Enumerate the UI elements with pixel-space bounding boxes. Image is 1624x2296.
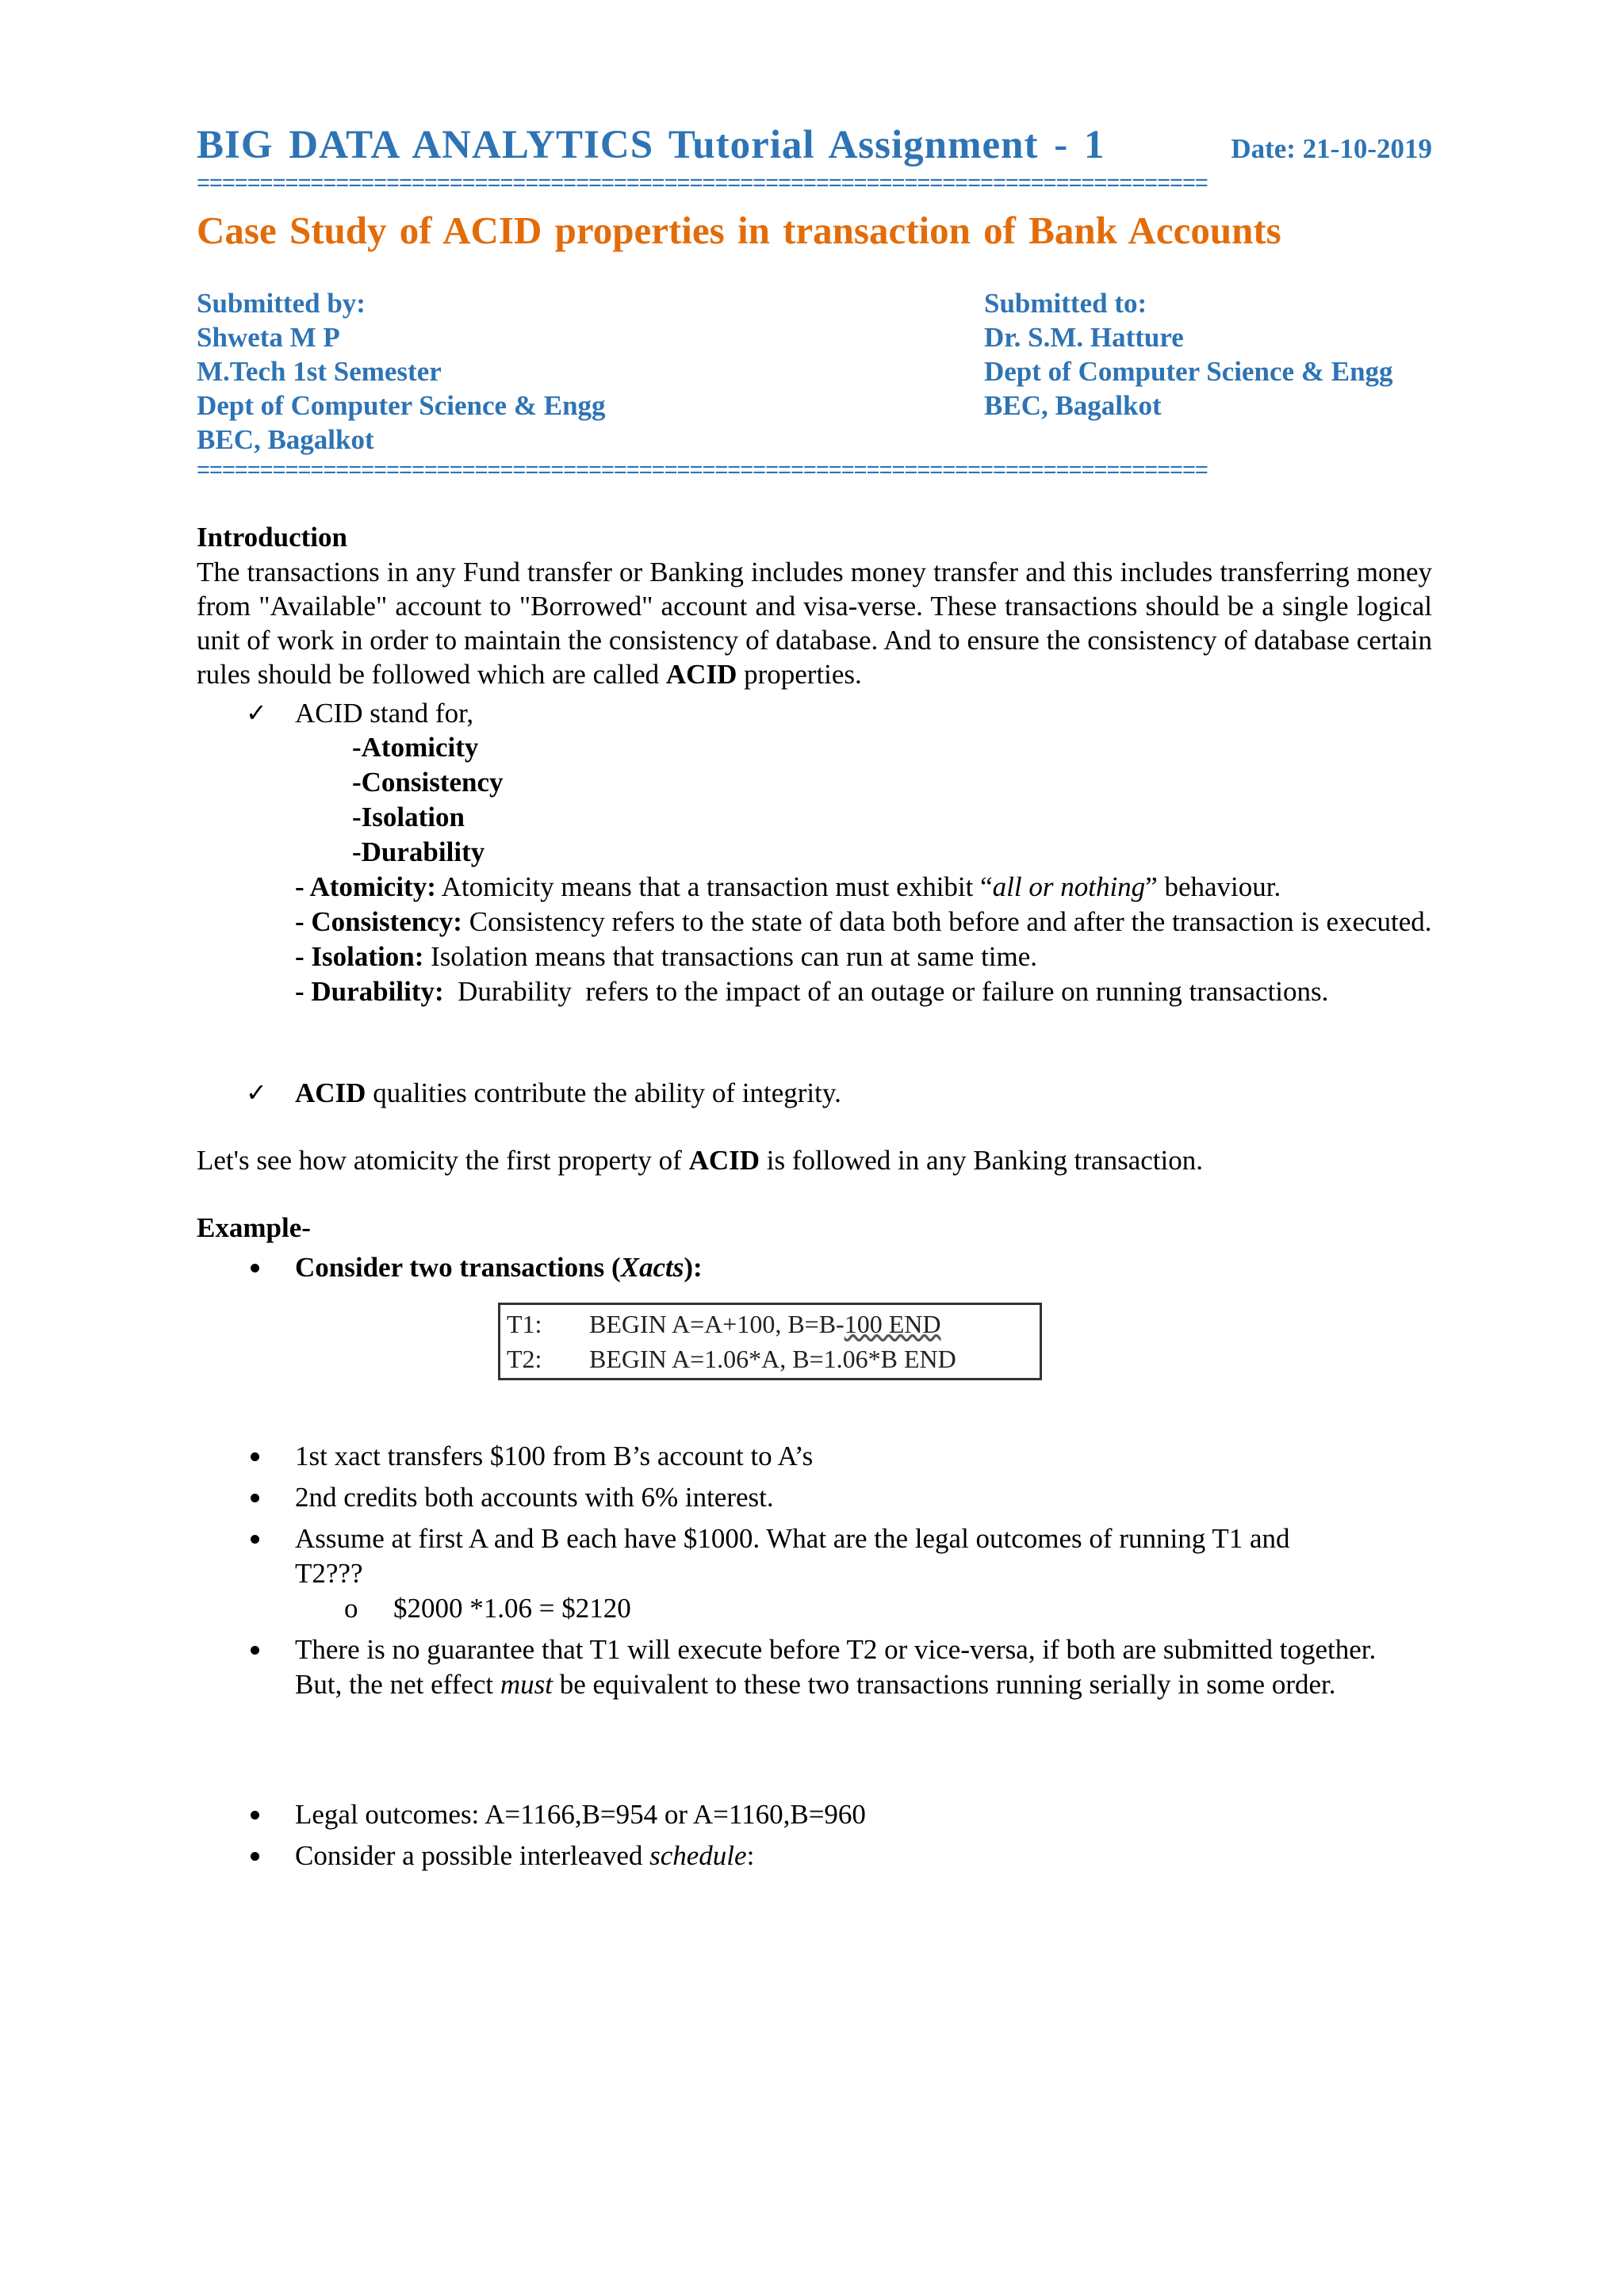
circle-bullet-icon: o — [344, 1593, 358, 1624]
bullet-dot-icon — [251, 1535, 259, 1544]
bullet-dot-icon — [251, 1646, 259, 1655]
submitter-college: BEC, Bagalkot — [197, 424, 374, 455]
bullet-text: Assume at first A and B each have $1000. What are the legal outcomes of running T1 and T2??? — [295, 1523, 1290, 1589]
recipient-name: Dr. S.M. Hatture — [984, 322, 1184, 353]
transaction-row-t2 — [507, 1341, 1033, 1376]
submitted-by-label: Submitted by: — [197, 288, 366, 319]
acid-list — [197, 730, 1432, 870]
example-heading: Example- — [197, 1212, 311, 1243]
list-item — [295, 1250, 1432, 1285]
document-page — [197, 119, 1432, 1880]
definition-italic: all or nothing — [992, 871, 1146, 902]
definition-text: Isolation means that transactions can run at same time. — [423, 941, 1038, 972]
acid-list-item: -Atomicity — [352, 732, 479, 763]
intro-text-bold: ACID — [665, 659, 737, 690]
definition-atomicity — [295, 870, 1432, 905]
transaction-code — [589, 1307, 940, 1341]
definition-durability — [295, 974, 1432, 1009]
intro-text-a: The transactions in any Fund transfer or Banking includes money transfer and this includes transferring money from "Available" account to "Borrowed" account and visa-verse. These transactions should be a single logical unit of work in order to maintain the consistency of database. And to ensure the consistency of database certain rules should be followed which are called — [197, 557, 1432, 690]
bullet-text: 2nd credits both accounts with 6% interest. — [295, 1482, 774, 1513]
paragraph-text: is followed in any Banking transaction. — [760, 1145, 1203, 1176]
check-item-text: qualities contribute the ability of integrity. — [366, 1077, 841, 1108]
definition-text: ” behaviour. — [1145, 871, 1281, 902]
list-item — [295, 1439, 1432, 1474]
acid-definitions — [197, 870, 1432, 1009]
transaction-label: T1: — [507, 1310, 542, 1338]
definition-text: Consistency refers to the state of data both before and after the transaction is executed. — [462, 906, 1432, 937]
bullet-dot-icon — [251, 1852, 259, 1861]
acid-list-item: -Isolation — [352, 802, 465, 832]
bullet-dot-icon — [251, 1811, 259, 1820]
term-durability: - Durability: — [295, 976, 444, 1007]
bullet-text: Consider two transactions ( — [295, 1252, 621, 1283]
intro-text-b: properties. — [737, 659, 862, 690]
list-item — [295, 1797, 1432, 1832]
transaction-code: BEGIN A=1.06*A, B=1.06*B END — [589, 1345, 956, 1373]
submitted-to-block — [984, 286, 1432, 457]
bullet-text: 1st xact transfers $100 from B’s account to A’s — [295, 1441, 814, 1471]
example-bullets — [197, 1250, 1432, 1285]
bullet-italic: must — [500, 1669, 553, 1700]
checkmark-icon: ✓ — [246, 1077, 267, 1108]
bullet-dot-icon — [251, 1264, 259, 1272]
recipient-college: BEC, Bagalkot — [984, 390, 1162, 421]
transaction-row-t1 — [507, 1307, 1033, 1341]
bullet-italic: schedule — [649, 1840, 747, 1871]
bullet-italic: Xacts — [620, 1252, 684, 1283]
submitter-name: Shweta M P — [197, 322, 340, 353]
bullet-text: There is no guarantee that T1 will execute before T2 or vice-versa, if both are submitted together. But, the net effect — [295, 1634, 1377, 1700]
submitter-program: M.Tech 1st Semester — [197, 356, 442, 387]
check-item-acid-qualities — [197, 1076, 1432, 1110]
bullet-text: Legal outcomes: A=1166,B=954 or A=1160,B=960 — [295, 1799, 866, 1830]
term-consistency: - Consistency: — [295, 906, 462, 937]
divider-rule: ================================================================================ — [197, 173, 1208, 193]
code-text-underlined: 100 END — [844, 1310, 941, 1338]
transactions-box — [498, 1303, 1042, 1380]
checkmark-icon: ✓ — [246, 698, 267, 728]
list-item — [295, 1839, 1432, 1873]
bullet-text: ): — [684, 1252, 703, 1283]
lets-see-paragraph — [197, 1143, 1432, 1177]
header-row — [197, 122, 1432, 168]
introduction-heading: Introduction — [197, 522, 347, 553]
bullet-text: Consider a possible interleaved — [295, 1840, 650, 1871]
code-text: BEGIN A=A+100, B=B- — [589, 1310, 845, 1338]
check-item-acid-stand-for — [197, 696, 1432, 730]
definition-consistency — [295, 905, 1432, 939]
paragraph-bold: ACID — [688, 1145, 760, 1176]
check-item-bold: ACID — [295, 1077, 366, 1108]
submitted-by-block — [197, 286, 606, 457]
definition-text: Atomicity means that a transaction must exhibit “ — [435, 871, 993, 902]
sub-bullet-text: $2000 *1.06 = $2120 — [393, 1593, 631, 1624]
transaction-label: T2: — [507, 1345, 542, 1373]
definition-isolation — [295, 939, 1432, 974]
acid-list-item: -Consistency — [352, 767, 504, 798]
example-details — [197, 1439, 1432, 1873]
page-title: BIG DATA ANALYTICS Tutorial Assignment - 1 — [197, 123, 1105, 167]
term-isolation: - Isolation: — [295, 941, 424, 972]
recipient-dept: Dept of Computer Science & Engg — [984, 356, 1393, 387]
submitter-dept: Dept of Computer Science & Engg — [197, 390, 606, 421]
list-item — [295, 1521, 1432, 1591]
acid-list-item: -Durability — [352, 836, 485, 867]
bullet-dot-icon — [251, 1452, 259, 1461]
check-item-text: ACID stand for, — [295, 698, 474, 729]
submitted-to-label: Submitted to: — [984, 288, 1147, 319]
paragraph-text: Let's see how atomicity the first property of — [197, 1145, 689, 1176]
introduction-paragraph — [197, 555, 1432, 691]
bullet-dot-icon — [251, 1494, 259, 1502]
divider-rule-2: ================================================================================ — [197, 460, 1208, 480]
definition-text: Durability refers to the impact of an outage or failure on running transactions. — [443, 976, 1329, 1007]
submission-info — [197, 286, 1432, 457]
assignment-date: Date: 21-10-2019 — [1231, 133, 1432, 164]
list-item — [295, 1632, 1432, 1702]
bullet-text: be equivalent to these two transactions running serially in some order. — [552, 1669, 1336, 1700]
sub-list-item — [295, 1591, 1432, 1626]
term-atomicity: - Atomicity: — [295, 871, 436, 902]
bullet-text: : — [746, 1840, 755, 1871]
list-item — [295, 1480, 1432, 1515]
page-subtitle: Case Study of ACID properties in transaction of Bank Accounts — [197, 209, 1281, 252]
